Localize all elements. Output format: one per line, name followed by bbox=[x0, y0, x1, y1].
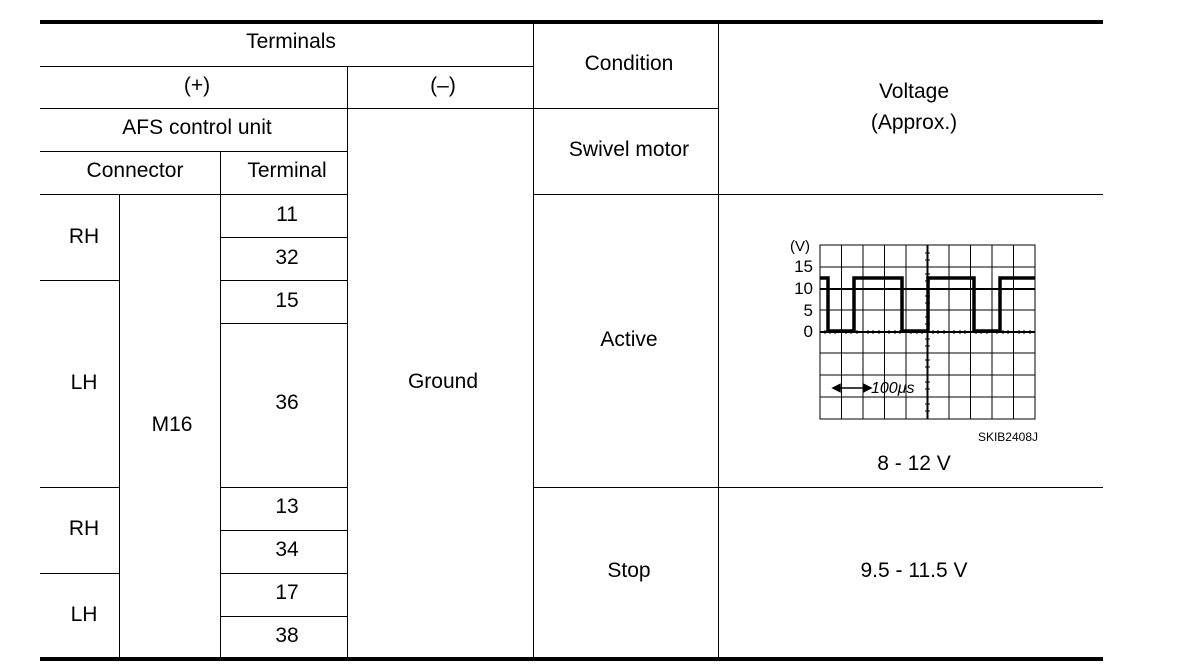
voltage-active: 8 - 12 V bbox=[877, 452, 951, 475]
plus-heading: (+) bbox=[183, 74, 211, 97]
rule-side-connector bbox=[119, 194, 120, 657]
rule-t11-t32 bbox=[220, 237, 347, 238]
table-top-rule bbox=[40, 20, 1103, 24]
voltage-stop: 9.5 - 11.5 V bbox=[860, 559, 968, 582]
rule-active-stop-right bbox=[533, 487, 1103, 488]
rule-t36-t13 bbox=[220, 487, 347, 488]
pwm-waveform bbox=[820, 278, 1035, 331]
rule-below-header bbox=[40, 194, 347, 195]
unit-heading: AFS control unit bbox=[122, 116, 272, 139]
terminal-number: 15 bbox=[275, 289, 299, 312]
rule-t34-t17 bbox=[220, 573, 347, 574]
table-bottom-rule bbox=[40, 657, 1103, 661]
terminal-number: 38 bbox=[275, 624, 299, 647]
terminal-number: 36 bbox=[275, 391, 299, 414]
side-label-rh: RH bbox=[68, 225, 100, 248]
rule-t15-t36 bbox=[220, 323, 347, 324]
rule-active-stop-left bbox=[40, 487, 119, 488]
rule-rh-lh-2 bbox=[40, 573, 119, 574]
terminal-number: 17 bbox=[275, 581, 299, 604]
ground-label: Ground bbox=[407, 370, 479, 393]
scope-y-tick: 15 bbox=[794, 257, 813, 276]
connector-id: M16 bbox=[151, 413, 193, 436]
terminal-number: 13 bbox=[275, 495, 299, 518]
minus-heading: (–) bbox=[430, 74, 456, 97]
rule-condition-voltage bbox=[718, 22, 719, 657]
scope-unit-label: (V) bbox=[790, 238, 810, 255]
terminals-heading: Terminals bbox=[246, 30, 336, 53]
scope-y-tick: 0 bbox=[803, 322, 813, 341]
terminal-number: 34 bbox=[275, 538, 299, 561]
side-label-lh: LH bbox=[70, 603, 98, 626]
side-label-lh: LH bbox=[70, 371, 98, 394]
rule-below-unit bbox=[40, 151, 347, 152]
rule-below-polarity bbox=[40, 108, 533, 109]
condition-stop: Stop bbox=[607, 559, 651, 582]
scope-time-label: 100μs bbox=[871, 380, 915, 397]
side-label-rh: RH bbox=[68, 517, 100, 540]
terminal-number: 32 bbox=[275, 246, 299, 269]
rule-below-condition bbox=[533, 108, 718, 109]
figure-code: SKIB2408J bbox=[977, 430, 1038, 444]
scope-y-tick: 5 bbox=[803, 301, 813, 320]
rule-rh-lh-1 bbox=[40, 280, 119, 281]
oscilloscope-waveform-figure bbox=[770, 233, 1050, 448]
condition-heading: Condition bbox=[584, 52, 674, 75]
terminal-number: 11 bbox=[276, 203, 298, 226]
connector-heading: Connector bbox=[86, 159, 184, 182]
rule-t13-t34 bbox=[220, 530, 347, 531]
rule-terminals-condition bbox=[533, 22, 534, 657]
rule-plus-minus bbox=[347, 66, 348, 657]
swivel-heading: Swivel motor bbox=[568, 138, 690, 161]
rule-t17-t38 bbox=[220, 616, 347, 617]
rule-connector-terminal bbox=[220, 151, 221, 657]
rule-below-header-right bbox=[533, 194, 1103, 195]
time-span-arrow bbox=[833, 385, 871, 392]
voltage-heading: Voltage bbox=[878, 80, 950, 103]
scope-y-tick: 10 bbox=[794, 279, 813, 298]
rule-t32-t15 bbox=[220, 280, 347, 281]
rule-below-terminals bbox=[40, 66, 533, 67]
condition-active: Active bbox=[600, 328, 658, 351]
terminal-heading: Terminal bbox=[247, 159, 327, 182]
voltage-approx-heading: (Approx.) bbox=[870, 111, 958, 134]
